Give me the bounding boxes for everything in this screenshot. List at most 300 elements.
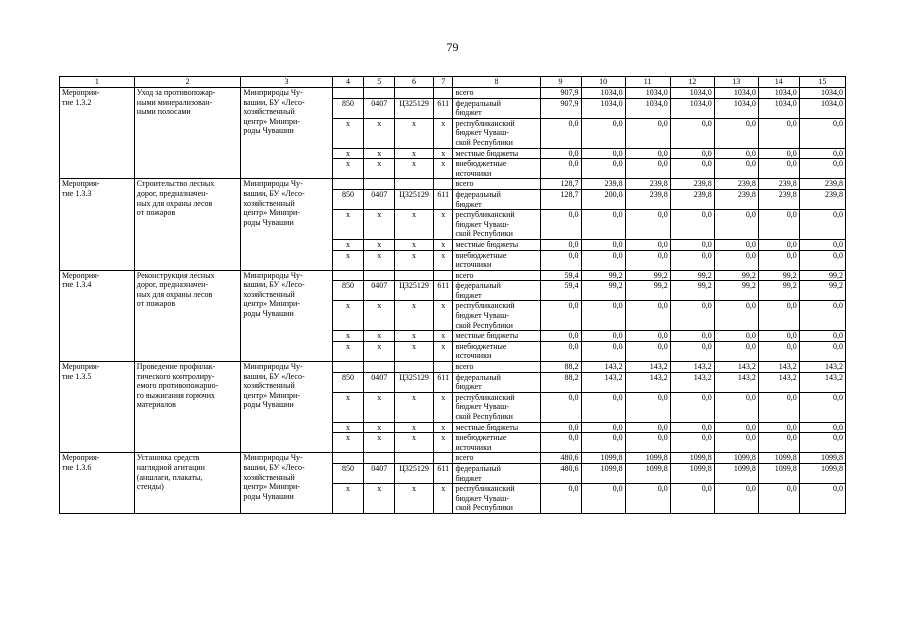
amount-cell: 1034,0 bbox=[581, 98, 625, 118]
amount-cell: 0,0 bbox=[714, 148, 758, 159]
expense-type-cell: х bbox=[434, 392, 453, 422]
funding-source-cell: внебюджетные источники bbox=[453, 433, 540, 453]
expense-type-cell: х bbox=[434, 250, 453, 270]
grbs-code-cell: х bbox=[332, 250, 364, 270]
amount-cell: 0,0 bbox=[540, 148, 581, 159]
amount-cell: 0,0 bbox=[670, 301, 714, 331]
amount-cell: 88,2 bbox=[540, 362, 581, 373]
table-row bbox=[60, 88, 846, 99]
expense-type-cell: х bbox=[434, 118, 453, 148]
amount-cell: 0,0 bbox=[670, 239, 714, 250]
amount-cell: 1034,0 bbox=[581, 88, 625, 99]
amount-cell: 1099,8 bbox=[714, 463, 758, 483]
amount-cell: 0,0 bbox=[581, 392, 625, 422]
amount-cell: 0,0 bbox=[758, 239, 799, 250]
expense-type-cell: х bbox=[434, 422, 453, 433]
amount-cell: 0,0 bbox=[581, 341, 625, 361]
expense-type-cell: х bbox=[434, 341, 453, 361]
grbs-code-cell bbox=[332, 362, 364, 373]
amount-cell: 0,0 bbox=[625, 239, 670, 250]
amount-cell: 239,8 bbox=[625, 179, 670, 190]
target-article-cell: Ц325129 bbox=[395, 281, 434, 301]
amount-cell: 1034,0 bbox=[625, 98, 670, 118]
amount-cell: 0,0 bbox=[758, 341, 799, 361]
amount-cell: 1099,8 bbox=[758, 453, 799, 464]
funding-source-cell: республиканский бюджет Чуваш- ской Республики bbox=[453, 210, 540, 240]
event-name-cell: Установка средств наглядной агитации (аншлаги, плакаты, стенды) bbox=[134, 453, 241, 514]
amount-cell: 0,0 bbox=[540, 341, 581, 361]
grbs-code-cell: х bbox=[332, 159, 364, 179]
header-cell: 4 bbox=[332, 77, 364, 88]
funding-source-cell: федеральный бюджет bbox=[453, 463, 540, 483]
event-name-cell: Строительство лесных дорог, предназначен- ных для охраны лесов от пожаров bbox=[134, 179, 241, 270]
funding-source-cell: федеральный бюджет bbox=[453, 281, 540, 301]
amount-cell: 143,2 bbox=[581, 372, 625, 392]
amount-cell: 0,0 bbox=[799, 159, 845, 179]
amount-cell: 1034,0 bbox=[799, 88, 845, 99]
funding-source-cell: местные бюджеты bbox=[453, 422, 540, 433]
amount-cell: 143,2 bbox=[625, 362, 670, 373]
table-row bbox=[60, 179, 846, 190]
section-code-cell: х bbox=[364, 422, 395, 433]
expense-type-cell: х bbox=[434, 331, 453, 342]
header-cell: 14 bbox=[758, 77, 799, 88]
amount-cell: 0,0 bbox=[540, 210, 581, 240]
funding-source-cell: республиканский бюджет Чуваш- ской Республики bbox=[453, 301, 540, 331]
amount-cell: 0,0 bbox=[625, 422, 670, 433]
amount-cell: 0,0 bbox=[758, 118, 799, 148]
header-cell: 1 bbox=[60, 77, 135, 88]
amount-cell: 1099,8 bbox=[625, 453, 670, 464]
grbs-code-cell: х bbox=[332, 301, 364, 331]
funding-source-cell: республиканский бюджет Чуваш- ской Республики bbox=[453, 484, 540, 514]
expense-type-cell bbox=[434, 453, 453, 464]
target-article-cell: Ц325129 bbox=[395, 98, 434, 118]
amount-cell: 88,2 bbox=[540, 372, 581, 392]
expense-type-cell: х bbox=[434, 301, 453, 331]
amount-cell: 0,0 bbox=[714, 210, 758, 240]
section-code-cell: х bbox=[364, 159, 395, 179]
amount-cell: 1099,8 bbox=[670, 453, 714, 464]
expense-type-cell bbox=[434, 270, 453, 281]
event-id-cell: Мероприя- тие 1.3.4 bbox=[60, 270, 135, 361]
amount-cell: 0,0 bbox=[581, 159, 625, 179]
amount-cell: 0,0 bbox=[758, 148, 799, 159]
amount-cell: 1034,0 bbox=[758, 98, 799, 118]
event-id-cell: Мероприя- тие 1.3.3 bbox=[60, 179, 135, 270]
header-cell: 10 bbox=[581, 77, 625, 88]
amount-cell: 1099,8 bbox=[758, 463, 799, 483]
expense-type-cell: 611 bbox=[434, 189, 453, 209]
expense-type-cell: 611 bbox=[434, 98, 453, 118]
table-row bbox=[60, 453, 846, 464]
amount-cell: 0,0 bbox=[799, 392, 845, 422]
amount-cell: 0,0 bbox=[714, 118, 758, 148]
amount-cell: 0,0 bbox=[670, 422, 714, 433]
amount-cell: 0,0 bbox=[758, 331, 799, 342]
expense-type-cell: 611 bbox=[434, 463, 453, 483]
amount-cell: 99,2 bbox=[714, 281, 758, 301]
amount-cell: 1099,8 bbox=[799, 463, 845, 483]
target-article-cell bbox=[395, 270, 434, 281]
header-cell: 9 bbox=[540, 77, 581, 88]
amount-cell: 59,4 bbox=[540, 281, 581, 301]
amount-cell: 99,2 bbox=[625, 281, 670, 301]
target-article-cell: х bbox=[395, 392, 434, 422]
amount-cell: 0,0 bbox=[540, 159, 581, 179]
header-row bbox=[60, 77, 846, 88]
expense-type-cell: х bbox=[434, 484, 453, 514]
amount-cell: 0,0 bbox=[625, 331, 670, 342]
header-cell: 2 bbox=[134, 77, 241, 88]
funding-source-cell: федеральный бюджет bbox=[453, 372, 540, 392]
amount-cell: 0,0 bbox=[581, 239, 625, 250]
target-article-cell: х bbox=[395, 239, 434, 250]
amount-cell: 0,0 bbox=[581, 148, 625, 159]
event-id-cell: Мероприя- тие 1.3.5 bbox=[60, 362, 135, 453]
funding-source-cell: республиканский бюджет Чуваш- ской Республики bbox=[453, 392, 540, 422]
amount-cell: 239,8 bbox=[758, 179, 799, 190]
amount-cell: 0,0 bbox=[670, 250, 714, 270]
amount-cell: 1034,0 bbox=[670, 98, 714, 118]
amount-cell: 0,0 bbox=[670, 392, 714, 422]
amount-cell: 1099,8 bbox=[581, 463, 625, 483]
amount-cell: 143,2 bbox=[758, 362, 799, 373]
section-code-cell bbox=[364, 270, 395, 281]
amount-cell: 0,0 bbox=[714, 433, 758, 453]
amount-cell: 0,0 bbox=[714, 484, 758, 514]
section-code-cell: 0407 bbox=[364, 372, 395, 392]
amount-cell: 1099,8 bbox=[625, 463, 670, 483]
funding-source-cell: внебюджетные источники bbox=[453, 159, 540, 179]
target-article-cell: х bbox=[395, 148, 434, 159]
expense-type-cell: 611 bbox=[434, 281, 453, 301]
target-article-cell: х bbox=[395, 422, 434, 433]
amount-cell: 0,0 bbox=[625, 392, 670, 422]
funding-source-cell: республиканский бюджет Чуваш- ской Республики bbox=[453, 118, 540, 148]
amount-cell: 0,0 bbox=[625, 341, 670, 361]
target-article-cell: Ц325129 bbox=[395, 372, 434, 392]
section-code-cell: х bbox=[364, 148, 395, 159]
amount-cell: 1099,8 bbox=[670, 463, 714, 483]
expense-type-cell: х bbox=[434, 433, 453, 453]
amount-cell: 99,2 bbox=[581, 270, 625, 281]
funding-source-cell: всего bbox=[453, 362, 540, 373]
expense-type-cell bbox=[434, 88, 453, 99]
amount-cell: 480,6 bbox=[540, 453, 581, 464]
header-cell: 15 bbox=[799, 77, 845, 88]
amount-cell: 0,0 bbox=[758, 210, 799, 240]
grbs-code-cell: х bbox=[332, 341, 364, 361]
amount-cell: 0,0 bbox=[758, 484, 799, 514]
amount-cell: 0,0 bbox=[540, 118, 581, 148]
amount-cell: 0,0 bbox=[540, 250, 581, 270]
grbs-code-cell bbox=[332, 270, 364, 281]
funding-source-cell: внебюджетные источники bbox=[453, 341, 540, 361]
funding-source-cell: федеральный бюджет bbox=[453, 98, 540, 118]
amount-cell: 239,8 bbox=[799, 179, 845, 190]
target-article-cell: х bbox=[395, 484, 434, 514]
amount-cell: 143,2 bbox=[625, 372, 670, 392]
grbs-code-cell: 850 bbox=[332, 463, 364, 483]
section-code-cell: х bbox=[364, 484, 395, 514]
amount-cell: 0,0 bbox=[670, 118, 714, 148]
section-code-cell: х bbox=[364, 250, 395, 270]
amount-cell: 99,2 bbox=[670, 281, 714, 301]
funding-source-cell: внебюджетные источники bbox=[453, 250, 540, 270]
amount-cell: 0,0 bbox=[714, 422, 758, 433]
funding-source-cell: всего bbox=[453, 88, 540, 99]
header-cell: 7 bbox=[434, 77, 453, 88]
amount-cell: 0,0 bbox=[758, 250, 799, 270]
amount-cell: 0,0 bbox=[799, 484, 845, 514]
amount-cell: 0,0 bbox=[625, 301, 670, 331]
amount-cell: 143,2 bbox=[799, 362, 845, 373]
page-number: 79 bbox=[446, 40, 459, 54]
event-name-cell: Проведение профилак- тического контролиру- емого противопожарно- го выжигания горючих материалов bbox=[134, 362, 241, 453]
amount-cell: 143,2 bbox=[758, 372, 799, 392]
section-code-cell: х bbox=[364, 392, 395, 422]
header-cell: 13 bbox=[714, 77, 758, 88]
amount-cell: 0,0 bbox=[714, 331, 758, 342]
amount-cell: 1099,8 bbox=[581, 453, 625, 464]
section-code-cell: 0407 bbox=[364, 189, 395, 209]
grbs-code-cell: 850 bbox=[332, 189, 364, 209]
amount-cell: 0,0 bbox=[540, 484, 581, 514]
grbs-code-cell: х bbox=[332, 239, 364, 250]
section-code-cell: х bbox=[364, 331, 395, 342]
amount-cell: 239,8 bbox=[625, 189, 670, 209]
amount-cell: 0,0 bbox=[540, 392, 581, 422]
grbs-code-cell bbox=[332, 88, 364, 99]
target-article-cell bbox=[395, 453, 434, 464]
amount-cell: 239,8 bbox=[758, 189, 799, 209]
amount-cell: 99,2 bbox=[799, 270, 845, 281]
table-row bbox=[60, 270, 846, 281]
funding-source-cell: местные бюджеты bbox=[453, 239, 540, 250]
amount-cell: 0,0 bbox=[540, 331, 581, 342]
event-name-cell: Реконструкция лесных дорог, предназначен- ных для охраны лесов от пожаров bbox=[134, 270, 241, 361]
amount-cell: 0,0 bbox=[670, 433, 714, 453]
amount-cell: 0,0 bbox=[758, 301, 799, 331]
amount-cell: 0,0 bbox=[799, 250, 845, 270]
amount-cell: 0,0 bbox=[714, 239, 758, 250]
grbs-code-cell: х bbox=[332, 433, 364, 453]
amount-cell: 239,8 bbox=[714, 189, 758, 209]
amount-cell: 200,0 bbox=[581, 189, 625, 209]
expense-type-cell bbox=[434, 362, 453, 373]
amount-cell: 143,2 bbox=[799, 372, 845, 392]
grbs-code-cell: х bbox=[332, 148, 364, 159]
amount-cell: 0,0 bbox=[799, 210, 845, 240]
expense-type-cell: х bbox=[434, 159, 453, 179]
funding-source-cell: всего bbox=[453, 270, 540, 281]
amount-cell: 0,0 bbox=[540, 422, 581, 433]
funding-source-cell: местные бюджеты bbox=[453, 148, 540, 159]
amount-cell: 99,2 bbox=[758, 281, 799, 301]
amount-cell: 0,0 bbox=[714, 341, 758, 361]
amount-cell: 143,2 bbox=[714, 362, 758, 373]
event-id-cell: Мероприя- тие 1.3.6 bbox=[60, 453, 135, 514]
grbs-code-cell bbox=[332, 179, 364, 190]
funding-source-cell: всего bbox=[453, 453, 540, 464]
amount-cell: 0,0 bbox=[714, 301, 758, 331]
section-code-cell: х bbox=[364, 118, 395, 148]
expense-type-cell: 611 bbox=[434, 372, 453, 392]
target-article-cell bbox=[395, 362, 434, 373]
amount-cell: 0,0 bbox=[670, 148, 714, 159]
amount-cell: 0,0 bbox=[670, 159, 714, 179]
event-id-cell: Мероприя- тие 1.3.2 bbox=[60, 88, 135, 179]
grbs-code-cell: х bbox=[332, 484, 364, 514]
amount-cell: 0,0 bbox=[799, 148, 845, 159]
expense-type-cell: х bbox=[434, 210, 453, 240]
amount-cell: 99,2 bbox=[670, 270, 714, 281]
amount-cell: 0,0 bbox=[625, 159, 670, 179]
funding-source-cell: всего bbox=[453, 179, 540, 190]
expense-type-cell: х bbox=[434, 239, 453, 250]
header-cell: 8 bbox=[453, 77, 540, 88]
amount-cell: 0,0 bbox=[625, 484, 670, 514]
amount-cell: 143,2 bbox=[714, 372, 758, 392]
event-name-cell: Уход за противопожар- ными минерализован- ными полосами bbox=[134, 88, 241, 179]
section-code-cell: 0407 bbox=[364, 463, 395, 483]
amount-cell: 143,2 bbox=[581, 362, 625, 373]
section-code-cell: х bbox=[364, 210, 395, 240]
amount-cell: 99,2 bbox=[799, 281, 845, 301]
header-cell: 11 bbox=[625, 77, 670, 88]
amount-cell: 0,0 bbox=[758, 392, 799, 422]
amount-cell: 1034,0 bbox=[799, 98, 845, 118]
amount-cell: 0,0 bbox=[799, 341, 845, 361]
amount-cell: 99,2 bbox=[625, 270, 670, 281]
grbs-code-cell: 850 bbox=[332, 281, 364, 301]
section-code-cell bbox=[364, 179, 395, 190]
amount-cell: 0,0 bbox=[758, 159, 799, 179]
target-article-cell: х bbox=[395, 301, 434, 331]
executor-cell: Минприроды Чу- вашии, БУ «Лесо- хозяйственный центр» Минпри- роды Чувашии bbox=[241, 179, 332, 270]
funding-source-cell: федеральный бюджет bbox=[453, 189, 540, 209]
amount-cell: 239,8 bbox=[714, 179, 758, 190]
header-cell: 12 bbox=[670, 77, 714, 88]
amount-cell: 0,0 bbox=[799, 331, 845, 342]
amount-cell: 143,2 bbox=[670, 362, 714, 373]
section-code-cell: х bbox=[364, 301, 395, 331]
executor-cell: Минприроды Чу- вашии, БУ «Лесо- хозяйственный центр» Минпри- роды Чувашии bbox=[241, 270, 332, 361]
section-code-cell bbox=[364, 88, 395, 99]
amount-cell: 0,0 bbox=[625, 118, 670, 148]
grbs-code-cell: х bbox=[332, 118, 364, 148]
section-code-cell: х bbox=[364, 433, 395, 453]
amount-cell: 239,8 bbox=[581, 179, 625, 190]
executor-cell: Минприроды Чу- вашии, БУ «Лесо- хозяйственный центр» Минпри- роды Чувашии bbox=[241, 362, 332, 453]
grbs-code-cell: 850 bbox=[332, 98, 364, 118]
grbs-code-cell: 850 bbox=[332, 372, 364, 392]
section-code-cell bbox=[364, 453, 395, 464]
budget-table bbox=[59, 76, 846, 514]
target-article-cell: х bbox=[395, 433, 434, 453]
table-body bbox=[60, 77, 846, 514]
amount-cell: 0,0 bbox=[581, 422, 625, 433]
amount-cell: 0,0 bbox=[581, 250, 625, 270]
section-code-cell: х bbox=[364, 341, 395, 361]
expense-type-cell bbox=[434, 179, 453, 190]
target-article-cell bbox=[395, 179, 434, 190]
target-article-cell: х bbox=[395, 341, 434, 361]
amount-cell: 0,0 bbox=[799, 433, 845, 453]
amount-cell: 0,0 bbox=[670, 341, 714, 361]
amount-cell: 480,6 bbox=[540, 463, 581, 483]
amount-cell: 0,0 bbox=[625, 433, 670, 453]
amount-cell: 0,0 bbox=[581, 331, 625, 342]
amount-cell: 239,8 bbox=[670, 189, 714, 209]
amount-cell: 0,0 bbox=[758, 433, 799, 453]
amount-cell: 128,7 bbox=[540, 179, 581, 190]
target-article-cell: х bbox=[395, 210, 434, 240]
amount-cell: 128,7 bbox=[540, 189, 581, 209]
amount-cell: 0,0 bbox=[714, 392, 758, 422]
amount-cell: 0,0 bbox=[540, 239, 581, 250]
amount-cell: 1034,0 bbox=[714, 98, 758, 118]
amount-cell: 0,0 bbox=[714, 250, 758, 270]
executor-cell: Минприроды Чу- вашии, БУ «Лесо- хозяйственный центр» Минпри- роды Чувашии bbox=[241, 453, 332, 514]
amount-cell: 0,0 bbox=[670, 210, 714, 240]
amount-cell: 1099,8 bbox=[714, 453, 758, 464]
grbs-code-cell: х bbox=[332, 392, 364, 422]
amount-cell: 0,0 bbox=[581, 433, 625, 453]
amount-cell: 0,0 bbox=[670, 331, 714, 342]
header-cell: 3 bbox=[241, 77, 332, 88]
amount-cell: 0,0 bbox=[714, 159, 758, 179]
amount-cell: 143,2 bbox=[670, 372, 714, 392]
target-article-cell: Ц325129 bbox=[395, 463, 434, 483]
amount-cell: 99,2 bbox=[758, 270, 799, 281]
grbs-code-cell bbox=[332, 453, 364, 464]
amount-cell: 0,0 bbox=[581, 484, 625, 514]
amount-cell: 239,8 bbox=[670, 179, 714, 190]
target-article-cell: х bbox=[395, 159, 434, 179]
expense-type-cell: х bbox=[434, 148, 453, 159]
target-article-cell: Ц325129 bbox=[395, 189, 434, 209]
target-article-cell bbox=[395, 88, 434, 99]
amount-cell: 0,0 bbox=[581, 210, 625, 240]
amount-cell: 0,0 bbox=[540, 433, 581, 453]
target-article-cell: х bbox=[395, 250, 434, 270]
amount-cell: 0,0 bbox=[758, 422, 799, 433]
amount-cell: 0,0 bbox=[799, 239, 845, 250]
table-row bbox=[60, 362, 846, 373]
target-article-cell: х bbox=[395, 331, 434, 342]
section-code-cell: х bbox=[364, 239, 395, 250]
amount-cell: 1034,0 bbox=[625, 88, 670, 99]
amount-cell: 0,0 bbox=[625, 210, 670, 240]
funding-source-cell: местные бюджеты bbox=[453, 331, 540, 342]
section-code-cell bbox=[364, 362, 395, 373]
amount-cell: 1034,0 bbox=[714, 88, 758, 99]
amount-cell: 59,4 bbox=[540, 270, 581, 281]
amount-cell: 907,9 bbox=[540, 88, 581, 99]
amount-cell: 0,0 bbox=[540, 301, 581, 331]
amount-cell: 0,0 bbox=[670, 484, 714, 514]
amount-cell: 0,0 bbox=[625, 148, 670, 159]
amount-cell: 1034,0 bbox=[670, 88, 714, 99]
amount-cell: 0,0 bbox=[799, 301, 845, 331]
amount-cell: 0,0 bbox=[581, 301, 625, 331]
header-cell: 6 bbox=[395, 77, 434, 88]
amount-cell: 0,0 bbox=[581, 118, 625, 148]
amount-cell: 239,8 bbox=[799, 189, 845, 209]
target-article-cell: х bbox=[395, 118, 434, 148]
